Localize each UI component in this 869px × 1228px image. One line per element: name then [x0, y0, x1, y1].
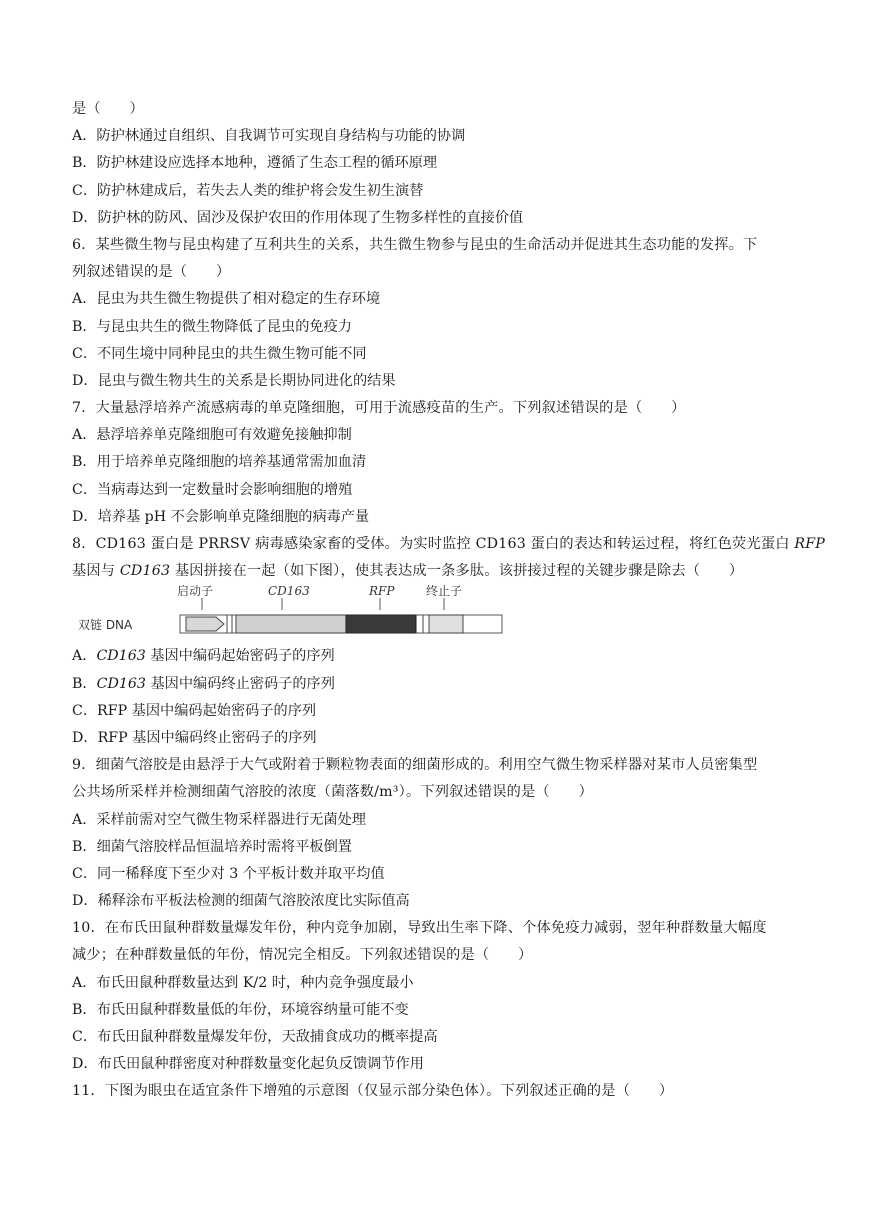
q7-option-c[interactable]: C．当病毒达到一定数量时会影响细胞的增殖 [72, 481, 353, 498]
q8-option-d-letter: D． [72, 729, 98, 746]
q10-stem-line1: 10．在布氏田鼠种群数量爆发年份，种内竞争加剧，导致出生率下降、个体免疫力减弱，翌年种群数量大幅度 [72, 920, 767, 937]
q8-option-b-letter: B． [72, 675, 97, 692]
q9-option-d[interactable]: D．稀释涂布平板法检测的细菌气溶胶浓度比实际值高 [72, 893, 410, 910]
rfp-gene-block [346, 615, 416, 633]
q6-stem-line1: 6．某些微生物与昆虫构建了互利共生的关系，共生微生物参与昆虫的生命活动并促进其生态功能的发挥。下 [72, 236, 758, 253]
q8-stem-l1-text: 8．CD163 蛋白是 PRRSV 病毒感染家畜的受体。为实时监控 CD163 蛋白的表达和转运过程，将红色荧光蛋白 [72, 536, 795, 552]
q5-option-d[interactable]: D．防护林的防风、固沙及保护农田的作用体现了生物多样性的直接价值 [72, 209, 524, 226]
q8-option-c-text: 基因中编码起始密码子的序列 [127, 702, 317, 719]
q8-option-b[interactable] [72, 671, 817, 698]
q5-option-a[interactable]: A．防护林通过自组织、自我调节可实现自身结构与功能的协调 [72, 128, 466, 145]
q8-option-a-letter: A． [72, 648, 97, 665]
dna-label: 双链 DNA [78, 618, 133, 633]
promoter-arrow-icon [186, 617, 224, 631]
q6-option-a[interactable]: A．昆虫为共生微生物提供了相对稳定的生存环境 [72, 291, 381, 308]
q8-stem-line1 [72, 531, 826, 558]
q8-stem-line2 [72, 558, 817, 585]
q6-stem-line2: 列叙述错误的是（ ） [72, 264, 231, 281]
q7-option-d[interactable]: D．培养基 pH 不会影响单克隆细胞的病毒产量 [72, 508, 370, 525]
q11-stem: 11．下图为眼虫在适宜条件下增殖的示意图（仅显示部分染色体）。下列叙述正确的是（ ） [72, 1083, 674, 1100]
q7-stem: 7．大量悬浮培养产流感病毒的单克隆细胞，可用于流感疫苗的生产。下列叙述错误的是（ ） [72, 400, 686, 417]
q6-option-c[interactable]: C．不同生境中同种昆虫的共生微生物可能不同 [72, 345, 367, 362]
q10-option-d[interactable]: D．布氏田鼠种群密度对种群数量变化起负反馈调节作用 [72, 1056, 424, 1073]
q8-stem-rfp: RFP [794, 536, 826, 552]
q10-option-b[interactable]: B．布氏田鼠种群数量低的年份，环境容纳量可能不变 [72, 1001, 409, 1018]
dna-construct-svg [72, 585, 817, 643]
q8-option-d[interactable] [72, 725, 817, 752]
q6-option-b[interactable]: B．与昆虫共生的微生物降低了昆虫的免疫力 [72, 318, 352, 335]
terminator-block [429, 615, 463, 633]
q6-option-d[interactable]: D．昆虫与微生物共生的关系是长期协同进化的结果 [72, 372, 396, 389]
q8-option-b-gene: CD163 [96, 675, 146, 692]
q5-option-b[interactable]: B．防护林建设应选择本地种，遵循了生态工程的循环原理 [72, 155, 438, 172]
q8-stem-cd163: CD163 [119, 563, 171, 580]
q8-option-b-text: 基因中编码终止密码子的序列 [145, 675, 335, 692]
q10-option-c[interactable]: C．布氏田鼠种群数量爆发年份，天敌捕食成功的概率提高 [72, 1029, 438, 1045]
exam-page [72, 96, 826, 1106]
q8-option-c-gene: RFP [97, 702, 128, 719]
promoter-label: 启动子 [177, 585, 214, 599]
cd163-gene-block [236, 615, 346, 633]
q9-option-b[interactable]: B．细菌气溶胶样品恒温培养时需将平板倒置 [72, 838, 352, 855]
q9-stem-line2: 公共场所采样并检测细菌气溶胶的浓度（菌落数/m³）。下列叙述错误的是（ ） [72, 784, 593, 801]
dna-construct-diagram [72, 585, 817, 643]
q7-option-b[interactable]: B．用于培养单克隆细胞的培养基通常需加血清 [72, 454, 367, 471]
q10-option-a[interactable]: A．布氏田鼠种群数量达到 K/2 时，种内竞争强度最小 [72, 974, 414, 991]
q8-stem-l2-text-c: 基因拼接在一起（如下图），使其表达成一条多肽。该拼接过程的关键步骤是除去（ ） [170, 563, 744, 580]
q5-stem-tail: 是（ ） [72, 101, 144, 117]
q5-option-c[interactable]: C．防护林建成后，若失去人类的维护将会发生初生演替 [72, 182, 424, 199]
rfp-label: RFP [369, 585, 395, 599]
q9-stem-line1: 9．细菌气溶胶是由悬浮于大气或附着于颗粒物表面的细菌形成的。利用空气微生物采样器对某市人员密集型 [72, 757, 758, 774]
q8-option-c[interactable] [72, 698, 817, 725]
terminator-label: 终止子 [426, 585, 463, 599]
q8-option-d-text: 基因中编码终止密码子的序列 [127, 729, 317, 746]
q9-option-c[interactable]: C．同一稀释度下至少对 3 个平板计数并取平均值 [72, 865, 385, 882]
q7-option-a[interactable]: A．悬浮培养单克隆细胞可有效避免接触抑制 [72, 427, 352, 444]
q10-stem-line2: 减少；在种群数量低的年份，情况完全相反。下列叙述错误的是（ ） [72, 947, 533, 964]
cd163-label: CD163 [268, 585, 310, 599]
q8-option-c-letter: C． [72, 702, 98, 719]
q8-option-a[interactable] [72, 643, 817, 670]
q8-option-d-gene: RFP [97, 729, 128, 746]
q8-option-a-text: 基因中编码起始密码子的序列 [145, 648, 335, 665]
q8-stem-l2-text-a: 基因与 [72, 563, 120, 580]
q8-option-a-gene: CD163 [96, 648, 146, 665]
q9-option-a[interactable]: A．采样前需对空气微生物采样器进行无菌处理 [72, 811, 366, 828]
